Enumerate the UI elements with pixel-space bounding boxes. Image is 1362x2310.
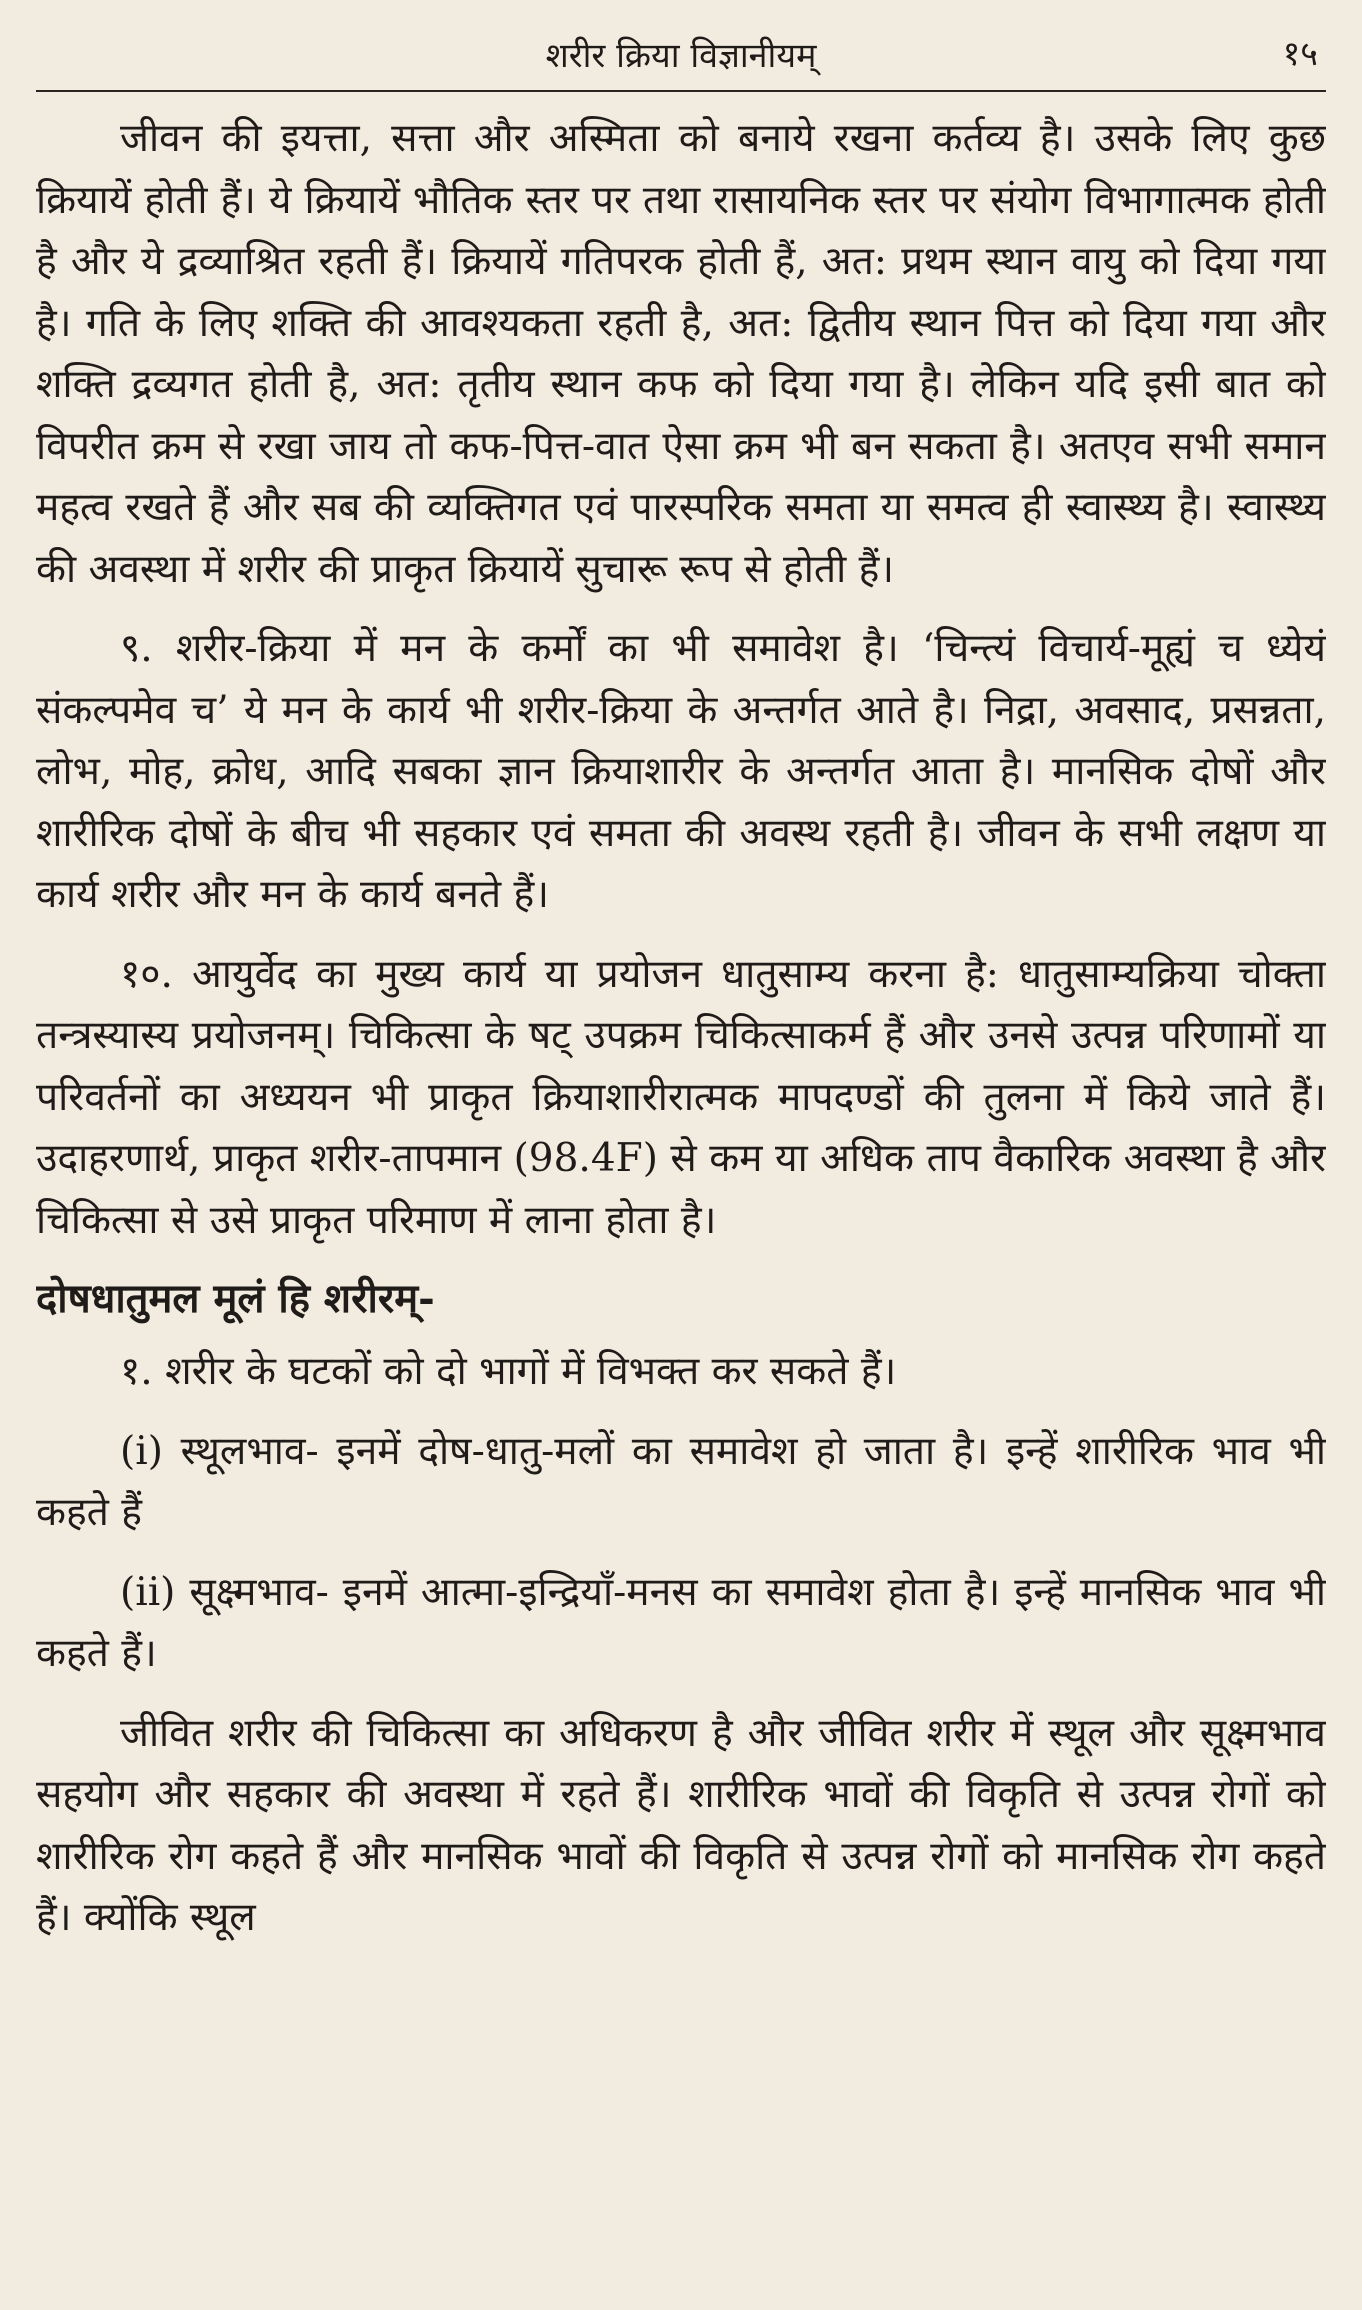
paragraph-4: १. शरीर के घटकों को दो भागों में विभक्त कर सकते हैं। bbox=[120, 1349, 897, 1394]
page-content bbox=[36, 108, 1326, 1949]
page-number: १५ bbox=[1282, 34, 1318, 74]
book-page bbox=[36, 28, 1326, 2288]
paragraph-7: जीवित शरीर की चिकित्सा का अधिकरण है और जीवित शरीर में स्थूल और सूक्ष्मभाव सहयोग और सहकार की अवस्था में रहते हैं। शारीरिक भावों की विकृति से उत्पन्न रोगों को शारीरिक रोग कहते हैं और मानसिक भावों की विकृति से उत्पन्न रोगों को मानसिक रोग कहते हैं। क्योंकि स्थूल bbox=[36, 1710, 1326, 1940]
section-heading: दोषधातुमल मूलं हि शरीरम्- bbox=[36, 1275, 435, 1322]
running-head bbox=[36, 28, 1326, 92]
running-title: शरीर क्रिया विज्ञानीयम् bbox=[545, 36, 817, 76]
paragraph-1: जीवन की इयत्ता, सत्ता और अस्मिता को बनाये रखना कर्तव्य है। उसके लिए कुछ क्रियायें होती हैं। ये क्रियायें भौतिक स्तर पर तथा रासायनिक स्तर पर संयोग विभागात्मक होती है और ये द्रव्याश्रित रहती हैं। क्रियायें गतिपरक होती हैं, अत: प्रथम स्थान वायु को दिया गया है। गति के लिए शक्ति की आवश्यकता रहती है, अत: द्वितीय स्थान पित्त को दिया गया और शक्ति द्रव्यगत होती है, अत: तृतीय स्थान कफ को दिया गया है। लेकिन यदि इसी बात को विपरीत क्रम से रखा जाय तो कफ-पित्त-वात ऐसा क्रम भी बन सकता है। अतएव सभी समान महत्व रखते हैं और सब की व्यक्तिगत एवं पारस्परिक समता या समत्व ही स्वास्थ्य है। स्वास्थ्य की अवस्था में शरीर की प्राकृत क्रियायें सुचारू रूप से होती हैं। bbox=[36, 116, 1326, 592]
paragraph-3: १०. आयुर्वेद का मुख्य कार्य या प्रयोजन धातुसाम्य करना है: धातुसाम्यक्रिया चोक्ता तन्त्रस्यास्य प्रयोजनम्। चिकित्सा के षट् उपक्रम चिकित्साकर्म हैं और उनसे उत्पन्न परिणामों या परिवर्तनों का अध्ययन भी प्राकृत क्रियाशारीरात्मक मापदण्डों की तुलना में किये जाते हैं। उदाहरणार्थ, प्राकृत शरीर-तापमान (98.4F) से कम या अधिक ताप वैकारिक अवस्था है और चिकित्सा से उसे प्राकृत परिमाण में लाना होता है। bbox=[36, 951, 1326, 1243]
paragraph-5: (i) स्थूलभाव- इनमें दोष-धातु-मलों का समावेश हो जाता है। इन्हें शारीरिक भाव भी कहते हैं bbox=[36, 1428, 1326, 1535]
paragraph-2: ९. शरीर-क्रिया में मन के कर्मों का भी समावेश है। ‘चिन्त्यं विचार्य-मूह्यं च ध्येयं संकल्पमेव च’ ये मन के कार्य भी शरीर-क्रिया के अन्तर्गत आते है। निद्रा, अवसाद, प्रसन्नता, लोभ, मोह, क्रोध, आदि सबका ज्ञान क्रियाशारीर के अन्तर्गत आता है। मानसिक दोषों और शारीरिक दोषों के बीच भी सहकार एवं समता की अवस्थ रहती है। जीवन के सभी लक्षण या कार्य शरीर और मन के कार्य बनते हैं। bbox=[36, 626, 1326, 917]
paragraph-6: (ii) सूक्ष्मभाव- इनमें आत्मा-इन्द्रियाँ-मनस का समावेश होता है। इन्हें मानसिक भाव भी कहते हैं। bbox=[36, 1569, 1326, 1676]
